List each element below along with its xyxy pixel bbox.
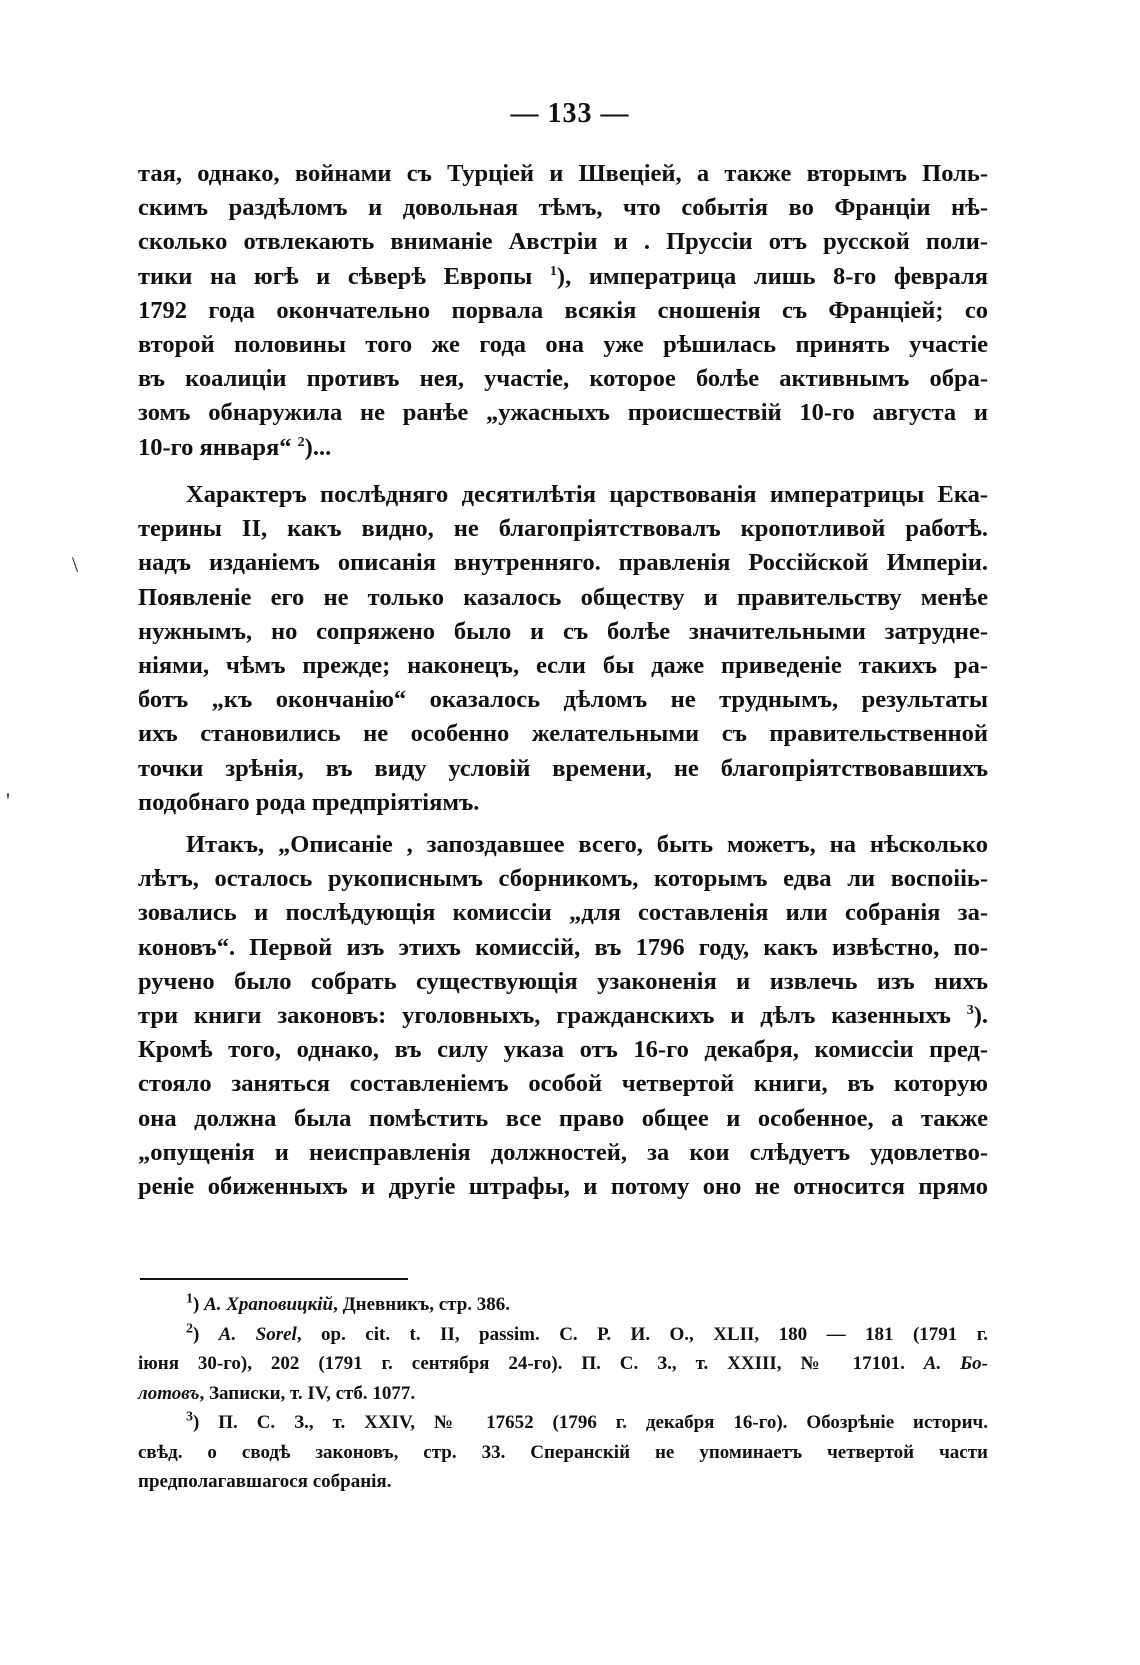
text-line: скимъ раздѣломъ и довольная тѣмъ, что событія во Франціи нѣ- bbox=[138, 194, 988, 222]
footnote-marker: 1 bbox=[186, 1291, 193, 1307]
text-line: Кромѣ того, однако, въ силу указа отъ 16-го декабря, комиссіи пред- bbox=[138, 1036, 988, 1064]
text-span: тики на югѣ и сѣверѣ Европы bbox=[138, 262, 533, 290]
text-line: предполагавшагося собранія. bbox=[138, 1471, 392, 1492]
text-line: подобнаго рода предпріятіямъ. bbox=[138, 788, 480, 816]
footnotes bbox=[138, 1290, 988, 1497]
text-line: ихъ становились не особенно желательными съ правительственной bbox=[138, 720, 988, 748]
text-line: зомъ обнаружила не ранѣе „ужасныхъ происшествій 10-го августа и bbox=[138, 399, 988, 427]
text-line: Характеръ послѣдняго десятилѣтія царствованія императрицы Ека- bbox=[186, 481, 988, 508]
footnote-text: П. С. З., т. XXIV, № 17652 (1796 г. декабря 16-го). Обозрѣніе историч. bbox=[218, 1412, 988, 1433]
text-line: $^3$) П. С. З., т. XXIV, № 17652 (1796 г. декабря 16-го). Обозрѣніе историч. bbox=[186, 1409, 988, 1433]
footnote-text: іюня 30-го), 202 (1791 г. сентября 24-го). П. С. З., т. XXIII, № 17101. bbox=[138, 1353, 905, 1374]
text-line: тая, однако, войнами съ Турціей и Швеціей, а также вторымъ Поль- bbox=[138, 160, 988, 187]
page-number: — 133 — bbox=[510, 98, 630, 129]
footnote-marker: 2 bbox=[186, 1321, 193, 1337]
footnote-ref: 1 bbox=[549, 263, 557, 279]
text-span: 10-го января“ bbox=[138, 433, 292, 461]
text-line: свѣд. о сводѣ законовъ, стр. 33. Сперанскій не упоминаетъ четвертой части bbox=[138, 1441, 988, 1463]
footnote-text: , Дневникъ, стр. 386. bbox=[333, 1294, 511, 1315]
text-line: лѣтъ, осталось рукописнымъ сборникомъ, которымъ едва ли воспоііь- bbox=[138, 865, 988, 893]
paragraph-3 bbox=[138, 828, 988, 1204]
text-line bbox=[138, 999, 988, 1033]
text-line: $^2$) А. Sorel, op. cit. t. II, passim. С. Р. И. О., XLII, 180 — 181 (1791 г. bbox=[186, 1321, 988, 1345]
footnote-marker: 3 bbox=[186, 1409, 193, 1425]
text-line bbox=[138, 431, 988, 465]
text-span: ), императрица лишь 8-го февраля bbox=[556, 262, 989, 290]
text-span: )... bbox=[304, 433, 332, 461]
text-line: ручено было собрать существующія узаконенія и извлечь изъ нихъ bbox=[138, 967, 988, 995]
text-line: зовались и послѣдующія комиссіи „для составленія или собранія за- bbox=[138, 899, 988, 927]
footnote-author: лотовъ bbox=[138, 1382, 200, 1404]
text-span: три книги законовъ: уголовныхъ, гражданскихъ и дѣлъ казенныхъ bbox=[138, 1002, 951, 1030]
paragraph-1 bbox=[138, 157, 988, 465]
text-line: ботъ „къ окончанію“ оказалось дѣломъ не труднымъ, результаты bbox=[138, 686, 988, 714]
text-line: надъ изданіемъ описанія внутренняго. правленія Россійской Имперіи. bbox=[138, 549, 988, 577]
footnote-divider bbox=[140, 1278, 408, 1280]
footnote-ref: 2 bbox=[297, 434, 305, 450]
margin-mark: \ bbox=[72, 552, 79, 577]
footnote-2 bbox=[138, 1320, 988, 1409]
text-line bbox=[138, 260, 988, 294]
text-line: стояло заняться составленіемъ особой четвертой книги, въ которую bbox=[138, 1070, 988, 1098]
footnote-text: , Записки, т. IV, стб. 1077. bbox=[199, 1382, 416, 1404]
footnote-ref: 3 bbox=[966, 1002, 974, 1018]
footnote-text: , op. cit. t. II, passim. С. Р. И. О., XLII, 180 — 181 (1791 г. bbox=[296, 1323, 988, 1345]
text-line: Появленіе его не только казалось обществу и правительству менѣе bbox=[138, 583, 988, 611]
text-line: нужнымъ, но сопряжено было и съ болѣе значительными затрудне- bbox=[138, 617, 988, 645]
text-line: коновъ“. Первой изъ этихъ комиссій, въ 1796 году, какъ извѣстно, по- bbox=[138, 933, 988, 961]
footnote-author: А. Sorel bbox=[218, 1323, 297, 1345]
text-line: реніе обиженныхъ и другіе штрафы, и потому оно не относится прямо bbox=[138, 1173, 988, 1201]
text-line: терины II, какъ видно, не благопріятствовалъ кропотливой работѣ. bbox=[138, 515, 988, 543]
text-span: ). bbox=[973, 1002, 989, 1030]
footnote-author: А. Бо- bbox=[923, 1353, 989, 1374]
footnote-3 bbox=[138, 1408, 988, 1497]
footnote-1: $^1$) А. Храповицкій, Дневникъ, стр. 386. bbox=[186, 1291, 511, 1315]
text-line: сколько отвлекають вниманіе Австріи и . Пруссіи отъ русской поли- bbox=[138, 228, 988, 256]
margin-mark: ' bbox=[6, 788, 10, 813]
text-line bbox=[138, 1349, 988, 1379]
text-line: она должна была помѣстить все право общее и особенное, а также bbox=[138, 1104, 988, 1132]
text-line: 1792 года окончательно порвала всякія сношенія съ Франціей; со bbox=[138, 296, 988, 324]
text-line: „опущенія и неисправленія должностей, за кои слѣдуетъ удовлетво- bbox=[138, 1138, 988, 1166]
text-line: ніями, чѣмъ прежде; наконецъ, если бы даже приведеніе такихъ ра- bbox=[138, 652, 988, 680]
text-line: точки зрѣнія, въ виду условій времени, не благопріятствовавшихъ bbox=[138, 754, 988, 782]
paragraph-2 bbox=[138, 478, 988, 820]
text-line: въ коалиціи противъ нея, участіе, которое болѣе активнымъ обра- bbox=[138, 365, 988, 393]
text-line: второй половины того же года она уже рѣшилась принять участіе bbox=[138, 331, 988, 359]
text-line: Итакъ, „Описаніе , запоздавшее всего, быть можетъ, на нѣсколько bbox=[186, 831, 988, 858]
text-line bbox=[138, 1379, 988, 1409]
footnote-author: А. Храповицкій bbox=[204, 1294, 334, 1315]
